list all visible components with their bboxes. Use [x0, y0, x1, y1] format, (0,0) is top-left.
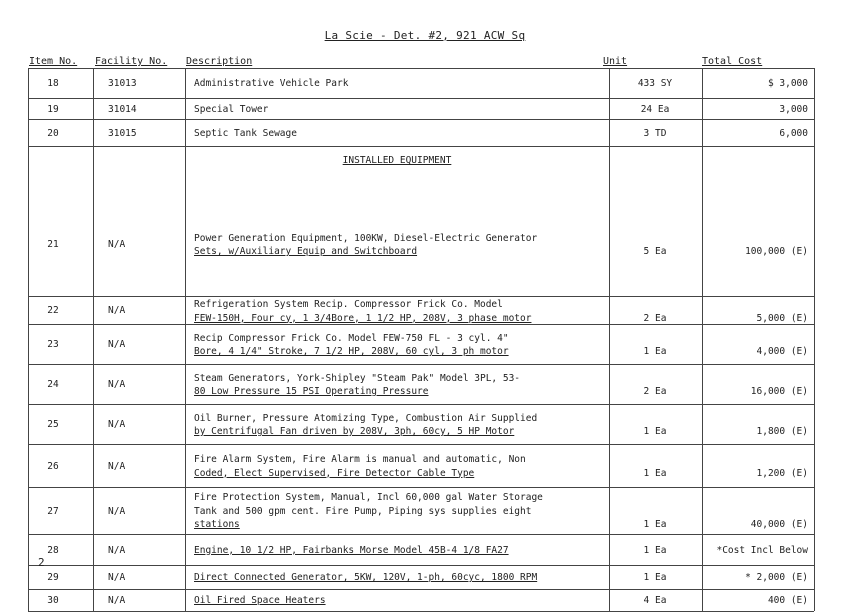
unit-value: 433 SY [637, 78, 673, 90]
facility-number: N/A [108, 595, 126, 607]
unit-value: 4 Ea [643, 595, 667, 607]
unit-value: 1 Ea [643, 519, 667, 531]
description-line: Direct Connected Generator, 5KW, 120V, 1-ph, 60cyc, 1800 RPM [194, 572, 538, 584]
row-divider [28, 296, 814, 297]
description-line: by Centrifugal Fan driven by 208V, 3ph, 60cy, 5 HP Motor [194, 426, 515, 437]
row-divider [28, 364, 814, 365]
page-number: 2 [38, 556, 45, 569]
facility-number: 31013 [108, 78, 137, 90]
total-cost-value: 100,000 (E) [745, 246, 808, 257]
facility-number: N/A [108, 505, 126, 517]
total-cost-value: *Cost Incl Below [716, 544, 808, 556]
row-divider [28, 404, 814, 405]
row-divider [28, 146, 814, 147]
unit-value: 1 Ea [643, 426, 667, 437]
column-divider [609, 68, 610, 611]
facility-number: N/A [108, 419, 126, 431]
facility-number: N/A [108, 239, 126, 251]
row-divider [28, 565, 814, 566]
description-line: Oil Fired Space Heaters [194, 595, 326, 607]
row-divider [28, 444, 814, 445]
total-cost-value: 6,000 [779, 127, 808, 139]
item-number: 21 [47, 239, 59, 251]
row-divider [28, 589, 814, 590]
description-line: Engine, 10 1/2 HP, Fairbanks Morse Model 45B-4 1/8 FA27 [194, 544, 509, 556]
column-divider [814, 68, 815, 611]
total-cost-value: 4,000 (E) [756, 346, 808, 357]
total-cost-value: 3,000 [779, 103, 808, 115]
description-line: Administrative Vehicle Park [194, 78, 349, 90]
item-number: 22 [47, 305, 59, 317]
total-cost-value: * 2,000 (E) [745, 572, 808, 584]
col-header-unit: Unit [603, 56, 628, 67]
document-title [0, 29, 850, 42]
total-cost-value: 16,000 (E) [750, 386, 808, 397]
facility-number: N/A [108, 460, 126, 472]
total-cost-value: $ 3,000 [767, 78, 808, 90]
unit-value: 1 Ea [643, 467, 667, 479]
total-cost-value: 1,800 (E) [756, 426, 808, 437]
facility-number: N/A [108, 305, 126, 317]
facility-number: N/A [108, 379, 126, 391]
row-divider [28, 119, 814, 120]
description-line: Power Generation Equipment, 100KW, Diesel-Electric Generator [194, 232, 538, 244]
item-number: 28 [47, 544, 59, 556]
description-line: FEW-150H, Four cy, 1 3/4Bore, 1 1/2 HP, 208V, 3 phase motor [194, 312, 532, 324]
description-line: Recip Compressor Frick Co. Model FEW-750 FL - 3 cyl. 4" [194, 332, 509, 344]
item-number: 23 [47, 339, 59, 351]
item-number: 24 [47, 379, 59, 391]
item-number: 26 [47, 460, 59, 472]
total-cost-value: 5,000 (E) [756, 312, 808, 324]
description-line: Fire Protection System, Manual, Incl 60,000 gal Water Storage [194, 492, 543, 504]
col-header-facility-no: Facility No. [95, 56, 168, 67]
description-line: Septic Tank Sewage [194, 127, 297, 139]
unit-value: 1 Ea [643, 572, 667, 584]
row-divider [28, 534, 814, 535]
item-number: 20 [47, 127, 59, 139]
section-heading: INSTALLED EQUIPMENT [342, 155, 452, 166]
row-divider [28, 98, 814, 99]
description-line: Tank and 500 gpm cent. Fire Pump, Piping sys supplies eight [194, 505, 532, 517]
description-line: Coded, Elect Supervised, Fire Detector Cable Type [194, 467, 475, 479]
unit-value: 3 TD [643, 127, 667, 139]
column-divider [702, 68, 703, 611]
row-divider [28, 487, 814, 488]
unit-value: 1 Ea [643, 544, 667, 556]
total-cost-value: 400 (E) [767, 595, 808, 607]
description-line: Sets, w/Auxiliary Equip and Switchboard [194, 246, 418, 257]
unit-value: 5 Ea [643, 246, 667, 257]
description-line: Special Tower [194, 103, 269, 115]
unit-value: 2 Ea [643, 312, 667, 324]
column-divider [93, 68, 94, 611]
item-number: 30 [47, 595, 59, 607]
item-number: 29 [47, 572, 59, 584]
row-divider [28, 68, 814, 69]
item-number: 19 [47, 103, 59, 115]
description-line: Fire Alarm System, Fire Alarm is manual and automatic, Non [194, 454, 526, 465]
description-line: Refrigeration System Recip. Compressor Frick Co. Model [194, 299, 503, 310]
facility-number: N/A [108, 544, 126, 556]
description-line: 80 Low Pressure 15 PSI Operating Pressure [194, 386, 429, 397]
item-number: 27 [47, 505, 59, 517]
item-number: 25 [47, 419, 59, 431]
facility-number: 31014 [108, 103, 137, 115]
description-line: Oil Burner, Pressure Atomizing Type, Combustion Air Supplied [194, 412, 538, 424]
col-header-total-cost: Total Cost [702, 56, 763, 67]
description-line: stations [194, 519, 240, 531]
facility-number: N/A [108, 572, 126, 584]
unit-value: 24 Ea [640, 103, 670, 115]
col-header-item-no: Item No. [29, 56, 78, 67]
unit-value: 1 Ea [643, 346, 667, 357]
unit-value: 2 Ea [643, 386, 667, 397]
total-cost-value: 40,000 (E) [750, 519, 808, 531]
title-text: La Scie - Det. #2, 921 ACW Sq [324, 29, 526, 42]
description-line: Bore, 4 1/4" Stroke, 7 1/2 HP, 208V, 60 cyl, 3 ph motor [194, 346, 509, 357]
facility-number: 31015 [108, 127, 137, 139]
column-divider [185, 68, 186, 611]
total-cost-value: 1,200 (E) [756, 467, 808, 479]
facility-number: N/A [108, 339, 126, 351]
item-number: 18 [47, 78, 59, 90]
col-header-description: Description [186, 56, 253, 67]
description-line: Steam Generators, York-Shipley "Steam Pak" Model 3PL, 53- [194, 372, 521, 384]
